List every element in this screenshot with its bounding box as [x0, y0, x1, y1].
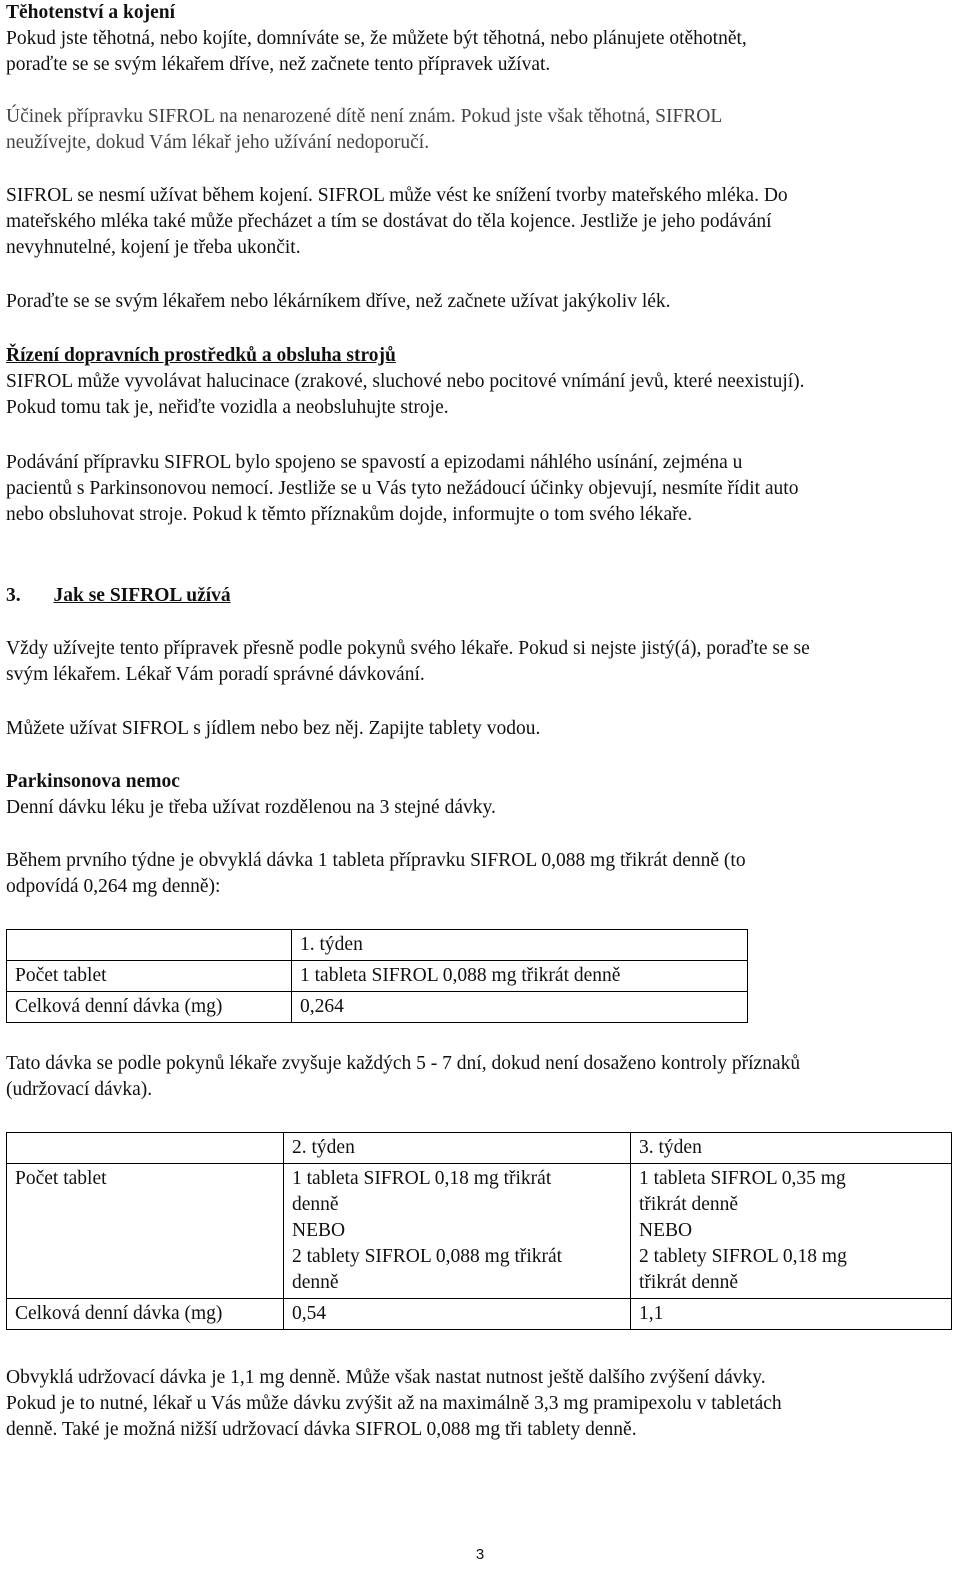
cell-line: denně: [292, 1272, 339, 1293]
week1-paragraph: [6, 848, 956, 900]
pregnancy-paragraph-4: Poraďte se se svým lékařem nebo lékárníkem dříve, než začnete užívat jakýkoliv lék.: [6, 291, 671, 312]
text-line: neužívejte, dokud Vám lékař jeho užívání nedoporučí.: [6, 132, 430, 153]
cell-line: 1 tableta SIFROL 0,18 mg třikrát: [292, 1168, 552, 1189]
table-cell: Celková denní dávka (mg): [7, 992, 292, 1023]
cell-line: NEBO: [292, 1220, 346, 1241]
pregnancy-paragraph-3: [6, 183, 956, 261]
table-cell: Celková denní dávka (mg): [7, 1299, 284, 1330]
cell-line: denně: [292, 1194, 339, 1215]
table-cell: [7, 1133, 284, 1164]
text-line: Podávání přípravku SIFROL bylo spojeno se spavostí a epizodami náhlého usínání, zejména u: [6, 452, 743, 473]
text-line: odpovídá 0,264 mg denně):: [6, 876, 221, 897]
text-line: nevyhnutelné, kojení je třeba ukončit.: [6, 237, 301, 258]
cell-line: třikrát denně: [639, 1272, 739, 1293]
dose-table-week1: [6, 929, 748, 1023]
text-line: Pokud tomu tak je, neřiďte vozidla a neobsluhujte stroje.: [6, 397, 449, 418]
table-cell: 2. týden: [284, 1133, 631, 1164]
table-cell: 3. týden: [631, 1133, 952, 1164]
table-cell: Počet tablet: [7, 1164, 284, 1299]
text-line: SIFROL se nesmí užívat během kojení. SIFROL může vést ke snížení tvorby mateřského mléka. Do: [6, 185, 788, 206]
table-cell: 0,54: [284, 1299, 631, 1330]
driving-heading: Řízení dopravních prostředků a obsluha strojů: [6, 345, 396, 366]
section-3-paragraph-2: Můžete užívat SIFROL s jídlem nebo bez něj. Zapijte tablety vodou.: [6, 718, 541, 739]
table-row: [7, 961, 748, 992]
cell-line: třikrát denně: [639, 1194, 739, 1215]
text-line: poraďte se se svým lékařem dříve, než začnete tento přípravek užívat.: [6, 54, 551, 75]
dose-increase-paragraph: [6, 1051, 956, 1103]
text-line: denně. Také je možná nižší udržovací dávka SIFROL 0,088 mg tři tablety denně.: [6, 1419, 637, 1440]
cell-line: 2 tablety SIFROL 0,088 mg třikrát: [292, 1246, 563, 1267]
text-line: Tato dávka se podle pokynů lékaře zvyšuje každých 5 - 7 dní, dokud není dosaženo kontroly příznaků: [6, 1053, 801, 1074]
text-line: pacientů s Parkinsonovou nemocí. Jestliže se u Vás tyto nežádoucí účinky objevují, nesmíte řídit auto: [6, 478, 799, 499]
cell-line: 1 tableta SIFROL 0,35 mg: [639, 1168, 846, 1189]
section-3-paragraph-1: [6, 636, 956, 688]
table-cell: [7, 930, 292, 961]
text-line: Pokud je to nutné, lékař u Vás může dávku zvýšit až na maximálně 3,3 mg pramipexolu v tabletách: [6, 1393, 782, 1414]
section-number: 3.: [6, 585, 21, 606]
page-number: 3: [475, 1546, 485, 1563]
section-3-heading: [6, 583, 956, 609]
text-line: Během prvního týdne je obvyklá dávka 1 tableta přípravku SIFROL 0,088 mg třikrát denně (to: [6, 850, 746, 871]
text-line: svým lékařem. Lékař Vám poradí správné dávkování.: [6, 664, 425, 685]
pregnancy-paragraph-1: [6, 26, 956, 78]
table-cell: 0,264: [292, 992, 748, 1023]
table-row: [7, 1164, 952, 1299]
table-cell: 1. týden: [292, 930, 748, 961]
driving-paragraph-2: [6, 450, 956, 528]
dose-table-week2-3: [6, 1132, 952, 1330]
table-cell: 1 tableta SIFROL 0,088 mg třikrát denně: [292, 961, 748, 992]
text-line: nebo obsluhovat stroje. Pokud k těmto příznakům dojde, informujte o tom svého lékaře.: [6, 504, 693, 525]
text-line: Obvyklá udržovací dávka je 1,1 mg denně. Může však nastat nutnost ještě dalšího zvýšení dávky.: [6, 1367, 766, 1388]
parkinson-heading: Parkinsonova nemoc: [6, 771, 180, 792]
parkinson-paragraph-1: Denní dávku léku je třeba užívat rozdělenou na 3 stejné dávky.: [6, 797, 496, 818]
maintenance-paragraph: [6, 1365, 956, 1443]
table-cell: [631, 1164, 952, 1299]
text-line: SIFROL může vyvolávat halucinace (zrakové, sluchové nebo pocitové vnímání jevů, které neexistují).: [6, 371, 805, 392]
text-line: (udržovací dávka).: [6, 1079, 153, 1100]
table-row: [7, 992, 748, 1023]
pregnancy-heading: Těhotenství a kojení: [6, 2, 176, 23]
table-row: [7, 1299, 952, 1330]
cell-line: 2 tablety SIFROL 0,18 mg: [639, 1246, 847, 1267]
text-line: mateřského mléka také může přecházet a tím se dostávat do těla kojence. Jestliže je jeho podávání: [6, 211, 772, 232]
table-cell: 1,1: [631, 1299, 952, 1330]
pregnancy-paragraph-2: [6, 104, 956, 156]
text-line: Vždy užívejte tento přípravek přesně podle pokynů svého lékaře. Pokud si nejste jistý(á), poraďte se se: [6, 638, 810, 659]
text-line: Pokud jste těhotná, nebo kojíte, domníváte se, že můžete být těhotná, nebo plánujete otěhotnět,: [6, 28, 747, 49]
cell-line: NEBO: [639, 1220, 693, 1241]
table-row: [7, 1133, 952, 1164]
text-line: Účinek přípravku SIFROL na nenarozené dítě není znám. Pokud jste však těhotná, SIFROL: [6, 106, 723, 127]
table-cell: [284, 1164, 631, 1299]
driving-paragraph-1: [6, 369, 956, 421]
table-row: [7, 930, 748, 961]
table-cell: Počet tablet: [7, 961, 292, 992]
section-title: Jak se SIFROL užívá: [53, 585, 231, 606]
